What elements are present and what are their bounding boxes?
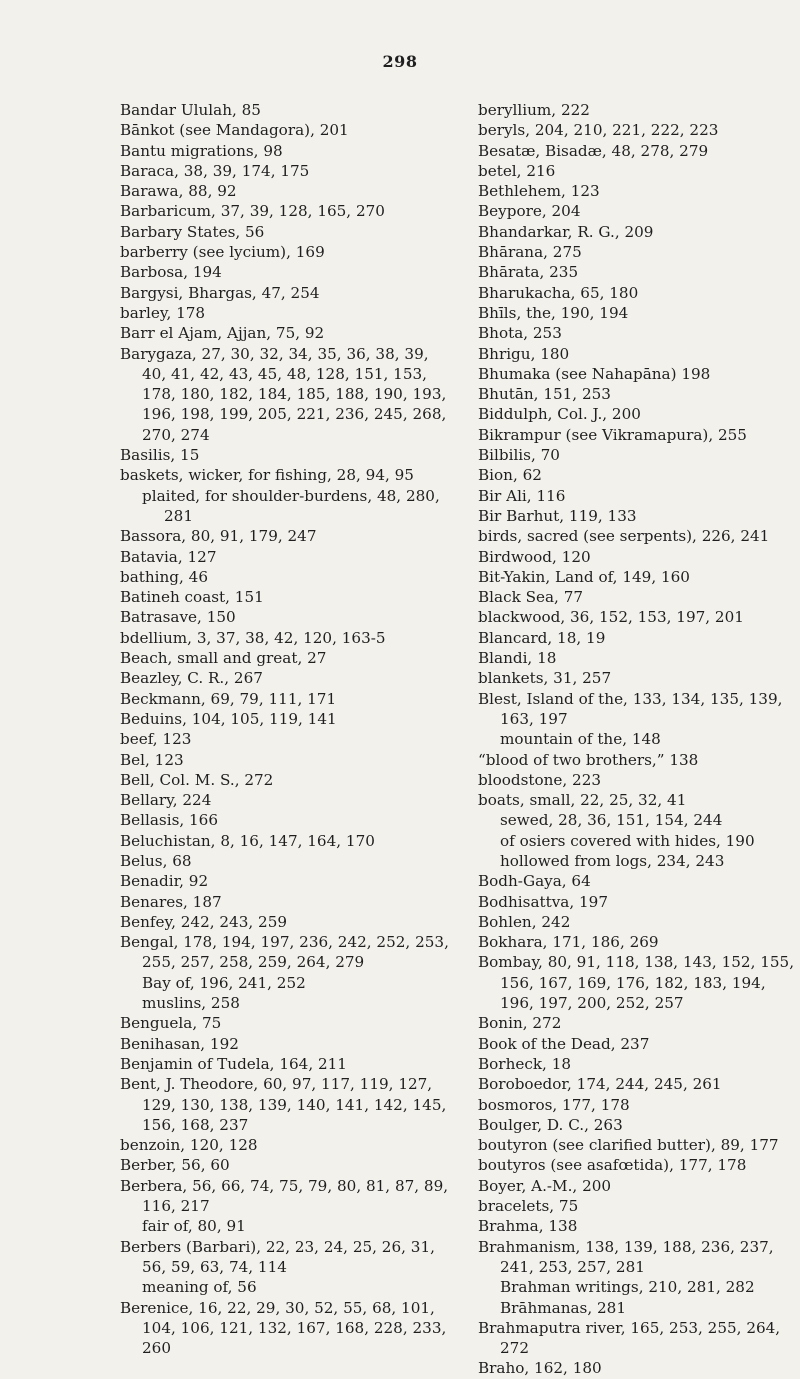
index-entry: boats, small, 22, 25, 32, 41	[478, 791, 687, 810]
index-entry: Baraca, 38, 39, 174, 175	[120, 161, 310, 180]
index-entry: Besatæ, Bisadæ, 48, 278, 279	[478, 141, 709, 160]
page-number: 298	[382, 52, 418, 71]
index-entry: Boulger, D. C., 263	[478, 1115, 623, 1134]
index-entry: barberry (see lycium), 169	[120, 243, 325, 262]
index-entry: Book of the Dead, 237	[478, 1034, 650, 1053]
index-entry: Bokhara, 171, 186, 269	[478, 933, 659, 952]
index-entry: Bhutān, 151, 253	[478, 385, 611, 404]
index-entry: beryllium, 222	[478, 101, 590, 119]
index-entry: blackwood, 36, 152, 153, 197, 201	[478, 608, 744, 627]
index-entry: baskets, wicker, for fishing, 28, 94, 95	[120, 466, 414, 485]
index-entry: Boyer, A.-M., 200	[478, 1176, 612, 1195]
index-entry: Benares, 187	[120, 892, 222, 911]
index-entry: Bethlehem, 123	[478, 182, 600, 201]
index-entry: Bhota, 253	[478, 324, 562, 343]
index-entry: Batavia, 127	[120, 547, 217, 566]
index-entry: fair of, 80, 91	[142, 1217, 246, 1236]
index-entry: barley, 178	[120, 303, 206, 322]
index-entry: Berber, 56, 60	[120, 1156, 230, 1175]
index-entry: Black Sea, 77	[478, 588, 584, 607]
index-entry: Benadir, 92	[120, 872, 209, 891]
index-entry: Barawa, 88, 92	[120, 182, 237, 201]
index-entry: Barr el Ajam, Ajjan, 75, 92	[120, 324, 325, 343]
index-entry: of osiers covered with hides, 190	[500, 831, 755, 850]
index-entry: Bodhisattva, 197	[478, 892, 608, 911]
index-entry: Bit-Yakin, Land of, 149, 160	[478, 567, 690, 586]
index-entry: Beypore, 204	[478, 202, 581, 221]
index-entry: bracelets, 75	[478, 1197, 579, 1216]
index-entry: Blancard, 18, 19	[478, 628, 606, 647]
index-entry: Belus, 68	[120, 851, 192, 870]
index-entry: Bengal, 178, 194, 197, 236, 242, 252, 253, 255, 257, 258, 259, 264, 279	[120, 933, 449, 972]
index-entry: Brāhmanas, 281	[500, 1298, 626, 1317]
index-entry: Birdwood, 120	[478, 547, 591, 566]
index-entry: Bel, 123	[120, 750, 184, 769]
index-column-left	[120, 100, 450, 1358]
index-entry: sewed, 28, 36, 151, 154, 244	[500, 811, 723, 830]
index-entry: Boroboedor, 174, 244, 245, 261	[478, 1075, 722, 1094]
index-entry: Brahman writings, 210, 281, 282	[500, 1278, 755, 1297]
index-entry: Bell, Col. M. S., 272	[120, 770, 274, 789]
index-entry: Bohlen, 242	[478, 912, 571, 931]
index-entry: mountain of the, 148	[500, 730, 661, 749]
index-entry: betel, 216	[478, 161, 556, 180]
index-entry: Bombay, 80, 91, 118, 138, 143, 152, 155, 156, 167, 169, 176, 182, 183, 194, 196, 197, 200, 252, 257	[478, 953, 795, 1013]
index-entry: boutyron (see clarified butter), 89, 177	[478, 1136, 779, 1155]
index-entry: Bandar Ululah, 85	[120, 101, 261, 119]
index-entry: Bhandarkar, R. G., 209	[478, 222, 654, 241]
index-entry: meaning of, 56	[142, 1278, 257, 1297]
index-entry: Batrasave, 150	[120, 608, 236, 627]
index-entry: Bhārata, 235	[478, 263, 579, 282]
index-entry: Bellasis, 166	[120, 811, 219, 830]
index-entry: benzoin, 120, 128	[120, 1136, 258, 1155]
index-entry: Bilbilis, 70	[478, 446, 560, 465]
index-entry: Bantu migrations, 98	[120, 141, 283, 160]
index-entry: Batineh coast, 151	[120, 588, 264, 607]
index-entry: Bion, 62	[478, 466, 542, 485]
index-entry: Bharukacha, 65, 180	[478, 283, 639, 302]
index-column-right	[478, 100, 798, 1379]
index-entry: boutyros (see asafœtida), 177, 178	[478, 1156, 747, 1175]
index-entry: Bhīls, the, 190, 194	[478, 303, 629, 322]
index-entry: Blandi, 18	[478, 649, 557, 668]
index-entry: muslins, 258	[142, 994, 240, 1013]
index-entry: Benjamin of Tudela, 164, 211	[120, 1054, 347, 1073]
index-entry: Bodh-Gaya, 64	[478, 872, 591, 891]
index-entry: Berbers (Barbari), 22, 23, 24, 25, 26, 31, 56, 59, 63, 74, 114	[120, 1237, 435, 1276]
index-entry: Borheck, 18	[478, 1054, 572, 1073]
index-entry: bdellium, 3, 37, 38, 42, 120, 163-5	[120, 628, 386, 647]
index-entry: Bhārana, 275	[478, 243, 582, 262]
index-entry: Bonin, 272	[478, 1014, 562, 1033]
index-entry: Bhrigu, 180	[478, 344, 570, 363]
index-entry: Beazley, C. R., 267	[120, 669, 263, 688]
index-entry: Bānkot (see Mandagora), 201	[120, 121, 349, 140]
index-entry: Barygaza, 27, 30, 32, 34, 35, 36, 38, 39, 40, 41, 42, 43, 45, 48, 128, 151, 153, 178, 180, 182, 184, 185, 188, 190, 193, 196, 198, 199, 205, 221, 236, 245, 268, 270, 274	[120, 344, 447, 444]
index-entry: Benihasan, 192	[120, 1034, 239, 1053]
index-entry: Barbosa, 194	[120, 263, 222, 282]
index-entry: hollowed from logs, 234, 243	[500, 851, 725, 870]
index-entry: Benguela, 75	[120, 1014, 222, 1033]
index-entry: bosmoros, 177, 178	[478, 1095, 630, 1114]
index-entry: Brahmaputra river, 165, 253, 255, 264, 272	[478, 1318, 781, 1358]
index-entry: Beduins, 104, 105, 119, 141	[120, 709, 337, 728]
index-entry: Barbaricum, 37, 39, 128, 165, 270	[120, 202, 385, 221]
index-entry: Blest, Island of the, 133, 134, 135, 139, 163, 197	[478, 689, 783, 728]
index-entry: Bhumaka (see Nahapāna) 198	[478, 364, 711, 383]
index-entry: Beach, small and great, 27	[120, 649, 327, 668]
index-entry: Braho, 162, 180	[478, 1359, 602, 1378]
index-entry: Biddulph, Col. J., 200	[478, 405, 641, 424]
index-entry: Bay of, 196, 241, 252	[142, 973, 306, 992]
index-entry: Berenice, 16, 22, 29, 30, 52, 55, 68, 101, 104, 106, 121, 132, 167, 168, 228, 233, 260	[120, 1298, 447, 1358]
index-entry: Brahmanism, 138, 139, 188, 236, 237, 241, 253, 257, 281	[478, 1237, 774, 1276]
index-entry: Brahma, 138	[478, 1217, 578, 1236]
index-entry: Barbary States, 56	[120, 222, 265, 241]
index-entry: bathing, 46	[120, 567, 209, 586]
index-entry: Bargysi, Bhargas, 47, 254	[120, 283, 320, 302]
index-entry: plaited, for shoulder-burdens, 48, 280, 281	[142, 486, 440, 525]
index-entry: Bir Barhut, 119, 133	[478, 506, 637, 525]
index-entry: blankets, 31, 257	[478, 669, 612, 688]
index-entry: Bikrampur (see Vikramapura), 255	[478, 425, 747, 444]
index-entry: bloodstone, 223	[478, 770, 602, 789]
index-entry: Berbera, 56, 66, 74, 75, 79, 80, 81, 87, 89, 116, 217	[120, 1176, 449, 1216]
index-entry: Beluchistan, 8, 16, 147, 164, 170	[120, 831, 375, 850]
index-entry: Benfey, 242, 243, 259	[120, 912, 288, 931]
index-entry: Bassora, 80, 91, 179, 247	[120, 527, 317, 546]
index-entry: beryls, 204, 210, 221, 222, 223	[478, 121, 719, 140]
index-entry: “blood of two brothers,” 138	[478, 750, 699, 769]
index-entry: Basilis, 15	[120, 446, 200, 465]
index-entry: Beckmann, 69, 79, 111, 171	[120, 689, 337, 708]
index-entry: Bent, J. Theodore, 60, 97, 117, 119, 127, 129, 130, 138, 139, 140, 141, 142, 145, 156, 168, 237	[120, 1075, 447, 1134]
index-entry: Bir Ali, 116	[478, 486, 566, 505]
index-entry: Bellary, 224	[120, 791, 212, 810]
index-entry: beef, 123	[120, 730, 192, 749]
index-entry: birds, sacred (see serpents), 226, 241	[478, 527, 770, 546]
